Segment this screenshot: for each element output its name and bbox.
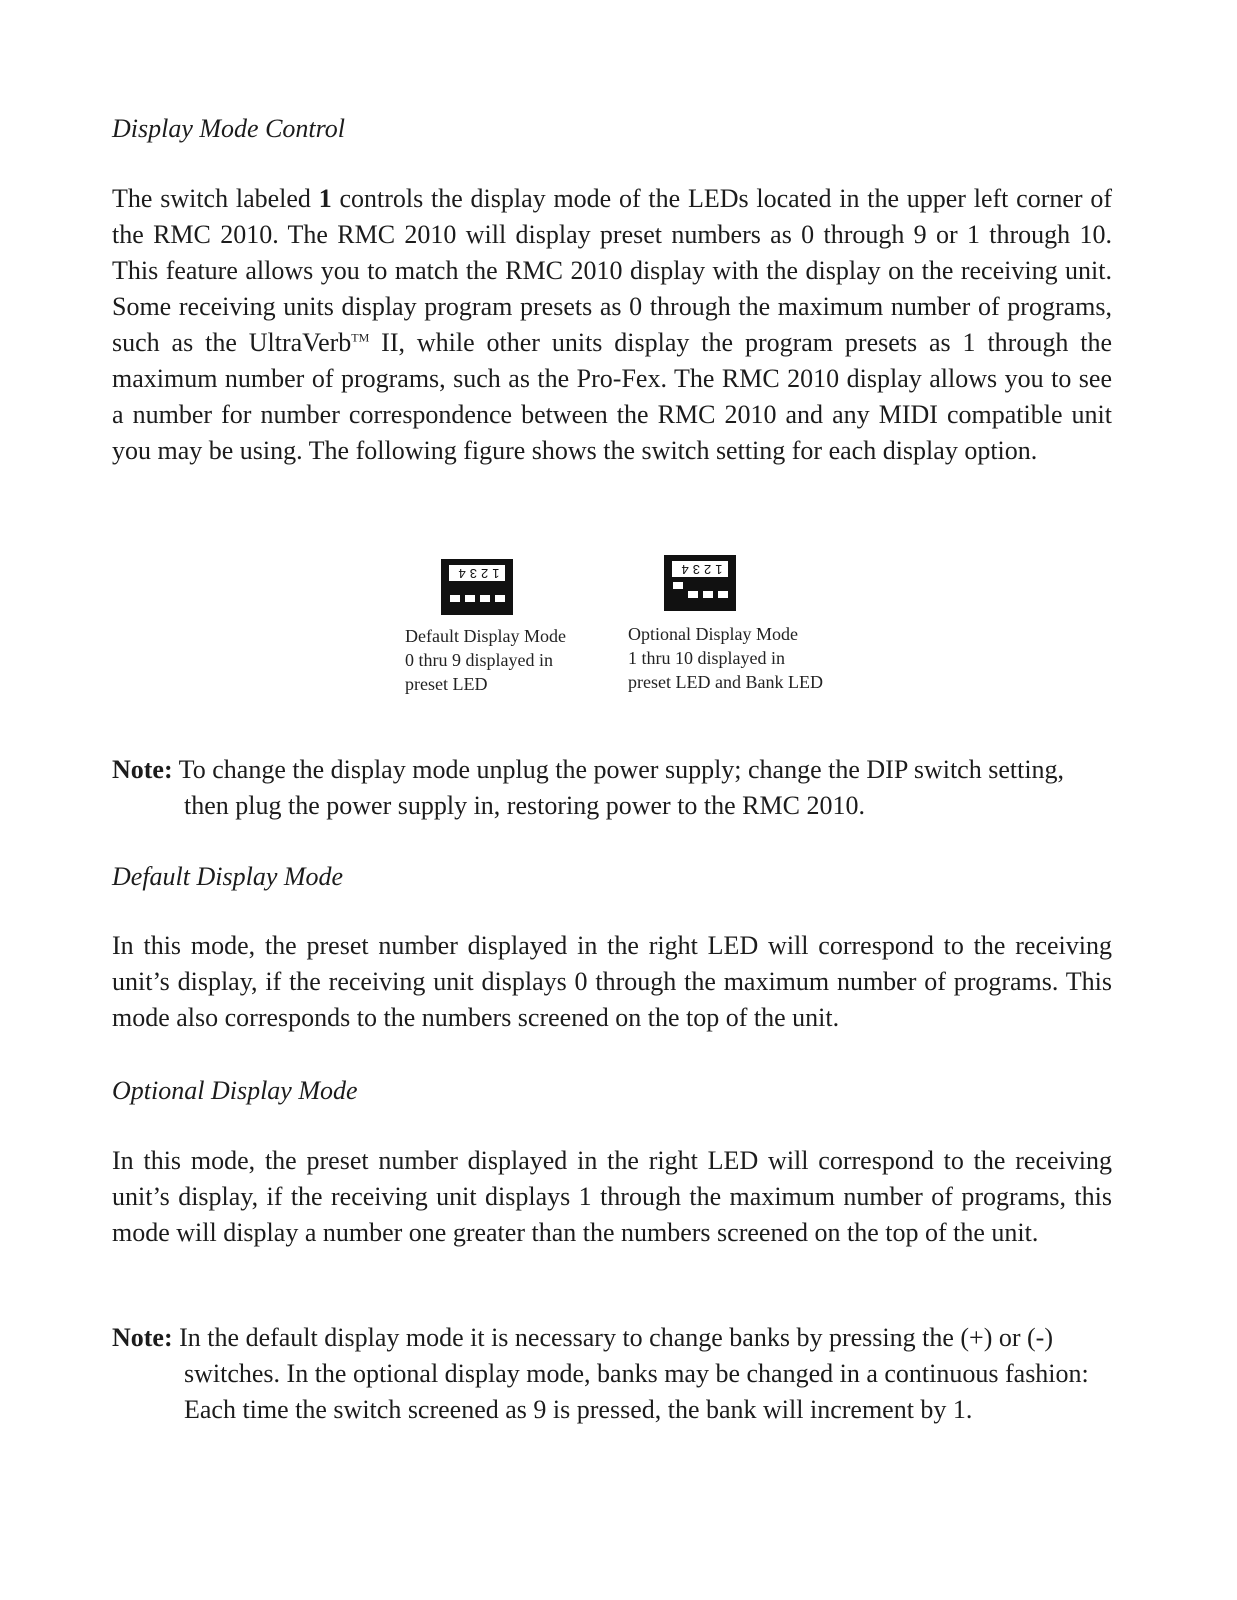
- switch-numbers: 1234: [672, 561, 728, 577]
- switch-4: [717, 581, 729, 599]
- note-text: In the default display mode it is necessary to change banks by pressing the (+) or (-) switches. In the optional display mode, banks may be changed in a continuous fashion: Each time the switch screened as 9 is pressed, the bank will increment by 1.: [172, 1323, 1089, 1424]
- switch-1: [449, 585, 461, 603]
- text-span: controls the display mode of the LEDs located in the upper left corner of the RMC 2010. The RMC 2010 will display preset numbers as 0 through 9 or 1 through 10. This feature allows you to match the RMC 2010 display with the display on the receiving unit. Some receiving units display program presets as 0 through the maximum number of programs, such as the UltraVerb: [112, 184, 1112, 357]
- dip-switch-default-icon: [441, 559, 513, 615]
- note-change-display-mode: [112, 752, 1112, 824]
- switch-number-bold: 1: [318, 184, 332, 213]
- note-text: To change the display mode unplug the power supply; change the DIP switch setting, then plug the power supply in, restoring power to the RMC 2010.: [172, 755, 1065, 820]
- caption-line: Optional Display Mode: [628, 624, 798, 644]
- switch-2: [464, 585, 476, 603]
- heading-optional-display-mode: Optional Display Mode: [112, 1076, 358, 1105]
- caption-line: Default Display Mode: [405, 626, 566, 646]
- switch-numbers: 1234: [449, 565, 505, 581]
- caption-default-display-mode: [405, 624, 566, 696]
- paragraph-optional-display-mode: In this mode, the preset number displayed in the right LED will correspond to the receiving unit’s display, if the receiving unit displays 1 through the maximum number of programs, this mode will display a number one greater than the numbers screened on the top of the unit.: [112, 1146, 1112, 1247]
- paragraph-default-display-mode: In this mode, the preset number displayed in the right LED will correspond to the receiving unit’s display, if the receiving unit displays 0 through the maximum number of programs. This mode also corresponds to the numbers screened on the top of the unit.: [112, 931, 1112, 1032]
- switch-3: [702, 581, 714, 599]
- caption-line: preset LED: [405, 674, 488, 694]
- trademark-mark: TM: [351, 330, 370, 345]
- heading-default-display-mode: Default Display Mode: [112, 862, 344, 891]
- note-bank-change: [112, 1320, 1112, 1428]
- note-label: Note:: [112, 1323, 173, 1352]
- caption-optional-display-mode: [628, 622, 823, 694]
- note-label: Note:: [112, 755, 173, 784]
- text-span: The switch labeled: [112, 184, 319, 213]
- caption-line: 1 thru 10 displayed in: [628, 648, 785, 668]
- paragraph-display-mode-control: [112, 181, 1112, 469]
- caption-line: preset LED and Bank LED: [628, 672, 823, 692]
- heading-display-mode-control: Display Mode Control: [112, 114, 346, 143]
- text-span: II, while other units display the program presets as 1 through the maximum number of programs, such as the Pro-Fex. The RMC 2010 display allows you to see a number for number correspondence between the RMC 2010 and any MIDI compatible unit you may be using. The following figure shows the switch setting for each display option.: [112, 328, 1112, 465]
- dip-switch-optional-icon: [664, 555, 736, 611]
- switch-4: [494, 585, 506, 603]
- switch-3: [479, 585, 491, 603]
- switch-1: [672, 581, 684, 599]
- caption-line: 0 thru 9 displayed in: [405, 650, 553, 670]
- switch-2: [687, 581, 699, 599]
